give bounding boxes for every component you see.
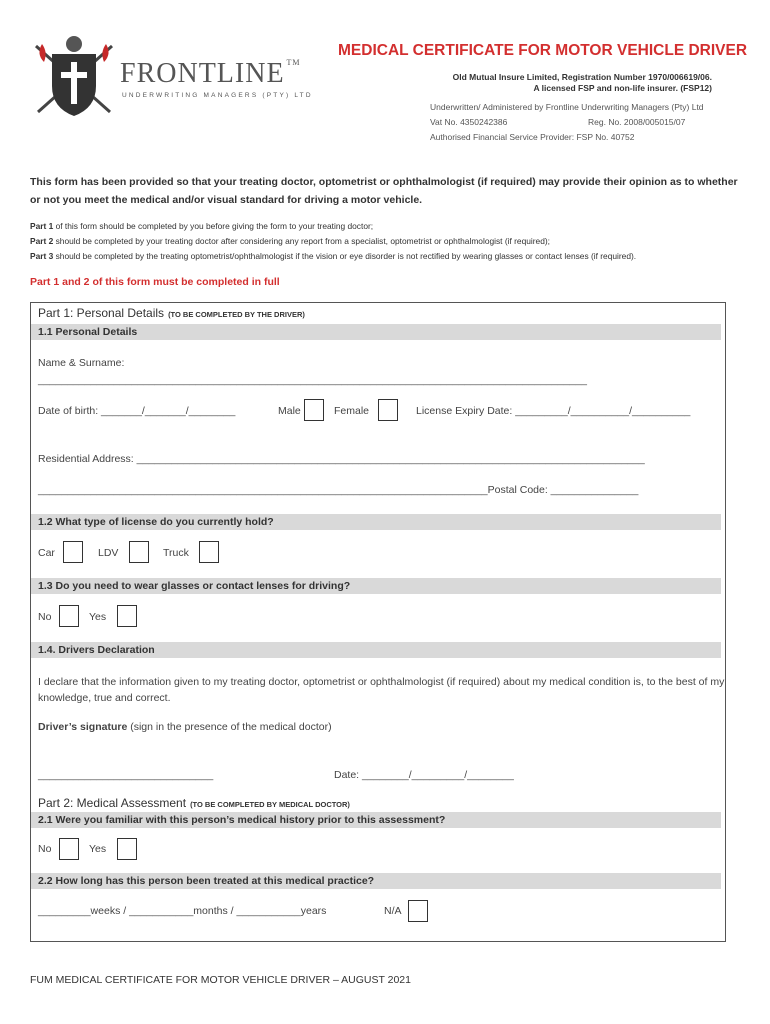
vat-number: Vat No. 4350242386: [430, 117, 508, 127]
history-yes-label: Yes: [89, 843, 107, 855]
glasses-yes-checkbox[interactable]: [117, 605, 137, 627]
must-complete-notice: Part 1 and 2 of this form must be completed in full: [30, 276, 280, 288]
name-field[interactable]: ______________________________________________________________________________________________: [38, 374, 587, 386]
license-expiry-field[interactable]: License Expiry Date: _________/__________/__________: [416, 405, 691, 417]
part2-instruction: Part 2 should be completed by your treating doctor after considering any report from a specialist, optometrist or ophthalmologist (if required);: [30, 236, 550, 246]
declaration-text: I declare that the information given to my treating doctor, optometrist or ophthalmologist (if required) about my medical condition is, to the best of my knowledge, true and correct.: [38, 676, 725, 704]
address-postal-field[interactable]: _____________________________________________________________________________Postal Code: _______________: [38, 484, 639, 496]
treatment-duration-field[interactable]: _________weeks / ___________months / ___________years: [38, 905, 327, 917]
license-car-checkbox[interactable]: [63, 541, 83, 563]
license-truck-label: Truck: [163, 547, 189, 559]
section-2-1-header: 2.1 Were you familiar with this person’s medical history prior to this assessment?: [31, 812, 721, 828]
glasses-no-label: No: [38, 611, 52, 623]
history-yes-checkbox[interactable]: [117, 838, 137, 860]
na-checkbox[interactable]: [408, 900, 428, 922]
underwritten-text: Underwritten/ Administered by Frontline Underwriting Managers (Pty) Ltd: [430, 102, 704, 112]
history-no-label: No: [38, 843, 52, 855]
male-checkbox[interactable]: [304, 399, 324, 421]
address-field[interactable]: Residential Address: _______________________________________________________________________________________: [38, 453, 645, 465]
license-truck-checkbox[interactable]: [199, 541, 219, 563]
female-checkbox[interactable]: [378, 399, 398, 421]
section-1-2-header: 1.2 What type of license do you currently hold?: [31, 514, 721, 530]
insurer-line-2: A licensed FSP and non-life insurer. (FSP12): [533, 83, 712, 93]
signature-label: Driver’s signature (sign in the presence of the medical doctor): [38, 721, 332, 733]
footer-text: FUM MEDICAL CERTIFICATE FOR MOTOR VEHICLE DRIVER – AUGUST 2021: [30, 974, 411, 986]
dob-field[interactable]: Date of birth: _______/_______/________: [38, 405, 236, 417]
female-label: Female: [334, 405, 370, 417]
part1-instruction: Part 1 of this form should be completed by you before giving the form to your treating doctor;: [30, 221, 374, 231]
history-no-checkbox[interactable]: [59, 838, 79, 860]
part2-title: Part 2: Medical Assessment (TO BE COMPLETED BY MEDICAL DOCTOR): [38, 796, 350, 810]
glasses-no-checkbox[interactable]: [59, 605, 79, 627]
name-label: Name & Surname:: [38, 357, 125, 369]
parts-instructions: [30, 219, 636, 264]
part3-instruction: Part 3 should be completed by the treating optometrist/ophthalmologist if the vision or eye disorder is not rectified by wearing glasses or contact lenses (if required).: [30, 251, 637, 261]
male-label: Male: [278, 405, 301, 417]
section-2-2-header: 2.2 How long has this person been treated at this medical practice?: [31, 873, 721, 889]
section-1-4-header: 1.4. Drivers Declaration: [31, 642, 721, 658]
fsp-number: Authorised Financial Service Provider: FSP No. 40752: [430, 132, 635, 142]
license-car-label: Car: [38, 547, 55, 559]
license-ldv-label: LDV: [98, 547, 119, 559]
glasses-yes-label: Yes: [89, 611, 107, 623]
reg-number: Reg. No. 2008/005015/07: [588, 117, 686, 127]
document-title: MEDICAL CERTIFICATE FOR MOTOR VEHICLE DRIVER: [338, 42, 748, 59]
logo-subtitle: UNDERWRITING MANAGERS (PTY) LTD: [122, 92, 313, 99]
signature-date-field[interactable]: Date: ________/_________/________: [334, 769, 514, 781]
section-1-1-header: 1.1 Personal Details: [31, 324, 721, 340]
part1-title: Part 1: Personal Details (TO BE COMPLETED BY THE DRIVER): [38, 306, 305, 320]
signature-field[interactable]: ______________________________: [38, 769, 214, 781]
insurer-line-1: Old Mutual Insure Limited, Registration Number 1970/006619/06.: [452, 72, 712, 82]
license-ldv-checkbox[interactable]: [129, 541, 149, 563]
na-label: N/A: [384, 905, 402, 917]
section-1-3-header: 1.3 Do you need to wear glasses or contact lenses for driving?: [31, 578, 721, 594]
logo-wordmark: FRONTLINE ™: [120, 58, 301, 89]
intro-text: This form has been provided so that your treating doctor, optometrist or ophthalmologist (if required) may provide their opinion as to whether or not you meet the medical and/or visual standard for driving a motor vehicle.: [30, 176, 738, 206]
